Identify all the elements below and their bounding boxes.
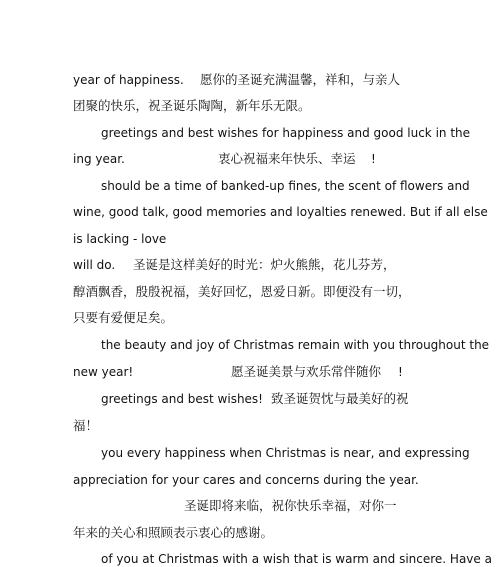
- text-en-12: new year!: [73, 365, 134, 379]
- text-zh-4: 衷心祝福来年快乐、幸运: [218, 151, 356, 166]
- text-en-13: greetings and best wishes!: [101, 392, 263, 406]
- text-tail-4: !: [371, 152, 376, 166]
- text-line-7: is lacking - love: [73, 232, 167, 246]
- text-line-18: 年来的关心和照顾表示衷心的感谢。: [73, 525, 274, 540]
- text-line-6: wine, good talk, good memories and loyalties renewed. But if all else: [73, 205, 488, 219]
- text-line-4: [73, 151, 376, 167]
- text-line-10: 只要有爱便足矣。: [73, 310, 174, 325]
- text-en-1: year of happiness.: [73, 73, 184, 87]
- text-line-5: should be a time of banked-up fines, the scent of flowers and: [101, 179, 470, 193]
- text-line-13: [101, 391, 409, 407]
- text-line-14: 福！: [73, 418, 99, 433]
- text-line-12: [73, 364, 403, 380]
- text-line-9: 醇酒飘香，殷殷祝福，美好回忆，恩爱日新。即便没有一切，: [73, 284, 411, 299]
- text-zh-13: 致圣诞贺忱与最美好的祝: [271, 391, 409, 406]
- text-zh-8: 圣诞是这样美好的时光：炉火熊熊，花儿芬芳，: [133, 257, 396, 272]
- text-en-8: will do.: [73, 258, 116, 272]
- text-tail-12: !: [398, 365, 403, 379]
- text-line-17: 圣诞即将来临，祝你快乐幸福，对你一: [184, 498, 397, 513]
- text-line-11: the beauty and joy of Christmas remain with you throughout the: [101, 338, 490, 352]
- text-line-1: [73, 72, 401, 88]
- text-line-15: you every happiness when Christmas is near, and expressing: [101, 446, 470, 460]
- text-line-2: 团聚的快乐，祝圣诞乐陶陶，新年乐无限。: [73, 98, 311, 113]
- text-line-8: [73, 257, 396, 273]
- text-line-16: appreciation for your cares and concerns during the year.: [73, 473, 419, 487]
- text-zh-1: 愿你的圣诞充满温馨，祥和，与亲人: [200, 72, 401, 87]
- text-line-3: greetings and best wishes for happiness and good luck in the: [101, 126, 471, 140]
- text-line-19: of you at Christmas with a wish that is warm and sincere. Have a: [101, 552, 492, 566]
- text-zh-12: 愿圣诞美景与欢乐常伴随你: [231, 364, 382, 379]
- text-en-4: ing year.: [73, 152, 125, 166]
